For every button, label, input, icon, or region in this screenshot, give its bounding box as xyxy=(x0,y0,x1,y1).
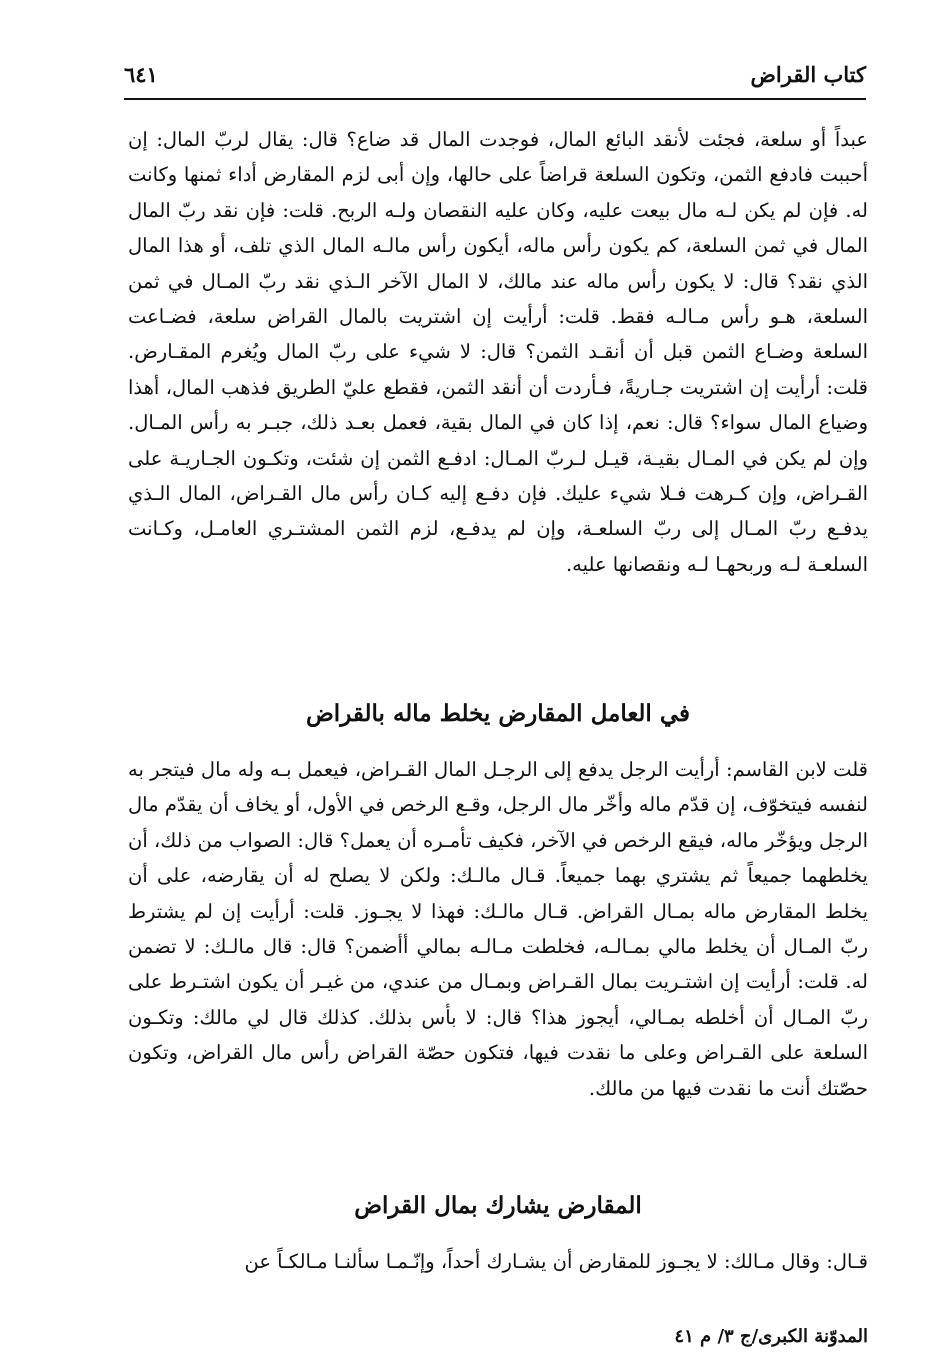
running-title: كتاب القراض xyxy=(750,62,866,87)
paragraph-mixing: قلت لابن القاسم: أرأيت الرجل يدفع إلى الرجـل المال القـراض، فيعمل بـه وله مال فيتجر به لنفسه فيتخوّف، إن قدّم ماله وأخّر مال الرجل، وقـع الرخص في الأول، أو يخاف أن يقدّم مال الرجل ويؤخّر ماله، فيقع الرخص في الآخر، فكيف تأمـره أن يعمل؟ قال: الصواب من ذلك، أن يخلطهما جميعاً ثم يشتري بهما جميعاً. قـال مالـك: ولكن لا يصلح له أن يقارضه، على أن يخلط المقارض ماله بمـال القراض. قـال مالـك: فهذا لا يجـوز. قلت: أرأيت إن لم يشترط ربّ المـال أن يخلط مالي بمـالـه، فخلطت مـالـه بمالي أأضمن؟ قال: قال مالـك: لا تضمن له. قلت: أرأيت إن اشتـريت بمال القـراض وبمـال من عندي، من غيـر أن يكون اشتـرط على ربّ المـال أن أخلطه بمـالي، أيجوز هذا؟ قال: لا بأس بذلك. كذلك قال لي مالك: وتكـون السلعة على القـراض وعلى ما نقدت فيها، فتكون حصّة القراض رأس مال القراض، وتكون حصّتك أنت ما نقدت فيها من مالك. xyxy=(128,758,868,1100)
section-heading-partnership: المقارض يشارك بمال القراض xyxy=(354,1192,642,1219)
paragraph-continuation: عبداً أو سلعة، فجئت لأنقد البائع المال، فوجدت المال قد ضاع؟ قال: يقال لربّ المال: إن أحببت فادفع الثمن، وتكون السلعة قراضاً على حالها، وإن أبى لزم المقارض أداء ثمنها وكانت له. فإن لم يكن لـه مال بيعت عليه، وكان عليه النقصان ولـه الربح. قلت: فإن نقد ربّ المال المال في ثمن السلعة، كم يكون رأس ماله، أيكون رأس مالـه المال الذي تلف، أو هذا المال الذي نقد؟ قال: لا يكون رأس ماله عند مالك، لا المال الآخر الـذي نقد ربّ المـال في ثمن السلعة، هـو رأس مـالـه فقط. قلت: أرأيت إن اشتريت بالمال القراض سلعة، فضـاعت السلعة وضـاع الثمن قبل أن أنقـد الثمن؟ قال: لا شيء على ربّ المال ويُغرم المقـارض. قلت: أرأيت إن اشتريت جـاريةً، فـأردت أن أنقد الثمن، فقطع عليّ الطريق فذهب المال، أهذا وضياع المال سواء؟ قال: نعم، إذا كان في المال بقية، فعمل بعـد ذلك، جبـر به رأس المـال. وإن لم يكن في المـال بقيـة، قيـل لـربّ المـال: ادفـع الثمن إن شئت، وتكـون الجـاريـة على القـراض، وإن كـرهت فـلا شيء عليك. فإن دفـع إليه كـان رأس مال القـراض، المال الـذي يدفـع ربّ المـال إلى ربّ السلعـة، وإن لم يدفـع، لزم الثمن المشتـري العامـل، وكـانت السلعـة لـه وربحهـا لـه ونقصانها عليه. xyxy=(128,128,868,576)
page-header xyxy=(124,58,866,96)
section-heading-mixing: في العامل المقارض يخلط ماله بالقراض xyxy=(306,700,690,727)
page-number: ٦٤١ xyxy=(124,62,158,87)
header-divider xyxy=(124,98,866,100)
footer-signature: المدوّنة الكبرى/ج ٣/ م ٤١ xyxy=(674,1326,868,1347)
paragraph-partnership: قـال: وقال مـالك: لا يجـوز للمقارض أن يشـارك أحداً، وإنّـمـا سألنـا مـالكـاً عن xyxy=(244,1250,868,1273)
